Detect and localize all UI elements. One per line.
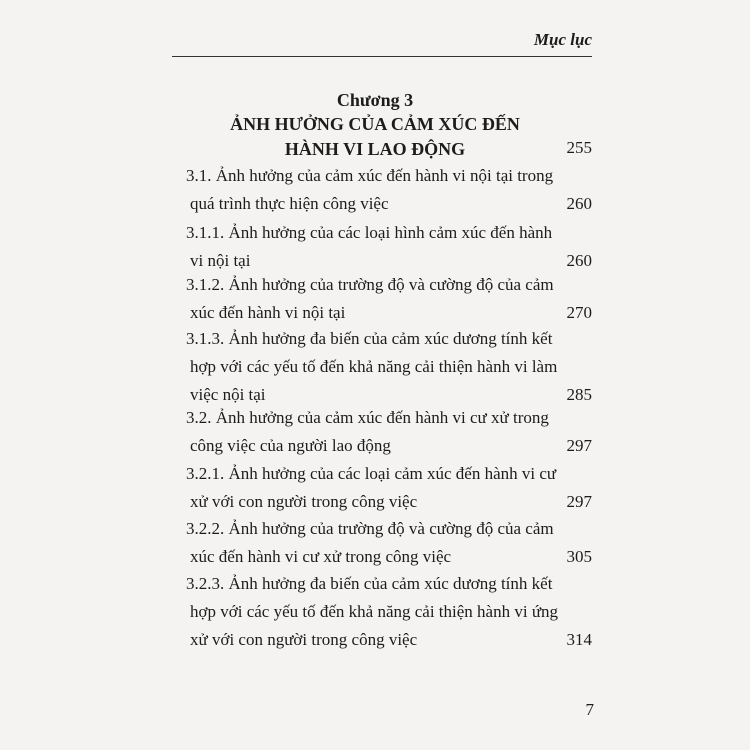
chapter-title (0, 112, 750, 162)
toc-entry (186, 460, 592, 516)
toc-entry-page: 260 (566, 194, 592, 213)
toc-entry-line: 3.1.1. Ảnh hưởng của các loại hình cảm xúc đến hành (186, 223, 553, 242)
toc-entry-line: 3.2.3. Ảnh hưởng đa biến của cảm xúc dương tính kết (186, 574, 553, 593)
toc-entry (186, 271, 592, 327)
toc-entry-page: 285 (566, 385, 592, 404)
toc-entry-line: 3.1.2. Ảnh hưởng của trường độ và cường độ của cảm (186, 275, 554, 294)
toc-entry (186, 570, 592, 654)
toc-entry-line: 3.2.1. Ảnh hưởng của các loại cảm xúc đến hành vi cư (186, 464, 557, 483)
toc-entry (186, 219, 592, 275)
toc-entry-line: hợp với các yếu tố đến khả năng cải thiện hành vi làm (190, 357, 558, 376)
toc-entry (186, 404, 592, 460)
toc-entry-page: 297 (566, 492, 592, 511)
toc-entry (186, 325, 592, 409)
chapter-title-line-1: ẢNH HƯỞNG CỦA CẢM XÚC ĐẾN (230, 114, 520, 134)
toc-entry-line: xúc đến hành vi nội tại (190, 303, 346, 322)
toc-entry-line: 3.1. Ảnh hưởng của cảm xúc đến hành vi nội tại trong (186, 166, 554, 185)
toc-entry-page: 297 (566, 436, 592, 455)
toc-entry-line: việc nội tại (190, 385, 266, 404)
chapter-number: Chương 3 (336, 90, 414, 110)
toc-entry-line: 3.1.3. Ảnh hưởng đa biến của cảm xúc dương tính kết (186, 329, 553, 348)
toc-entry-line: hợp với các yếu tố đến khả năng cải thiện hành vi ứng (190, 602, 559, 621)
running-header-title: Mục lục (533, 30, 592, 49)
toc-entry-page: 314 (566, 630, 592, 649)
toc-entry-page: 270 (566, 303, 592, 322)
chapter-page-number: 255 (566, 138, 592, 157)
toc-entry-line: vi nội tại (190, 251, 251, 270)
toc-entry-page: 305 (566, 547, 592, 566)
toc-entry (186, 515, 592, 571)
toc-entry-line: công việc của người lao động (190, 436, 391, 455)
toc-entry-line: 3.2.2. Ảnh hưởng của trường độ và cường độ của cảm (186, 519, 554, 538)
toc-entry-line: xúc đến hành vi cư xử trong công việc (190, 547, 452, 566)
toc-entry-line: xử với con người trong công việc (190, 492, 418, 511)
chapter-title-line-2: HÀNH VI LAO ĐỘNG (284, 139, 466, 159)
toc-entry-page: 260 (566, 251, 592, 270)
page-number: 7 (585, 700, 594, 719)
toc-entry-line: 3.2. Ảnh hưởng của cảm xúc đến hành vi cư xử trong (186, 408, 549, 427)
header-rule (172, 56, 592, 57)
toc-entry-line: xử với con người trong công việc (190, 630, 418, 649)
toc-entry-line: quá trình thực hiện công việc (190, 194, 389, 213)
toc-entry (186, 162, 592, 218)
